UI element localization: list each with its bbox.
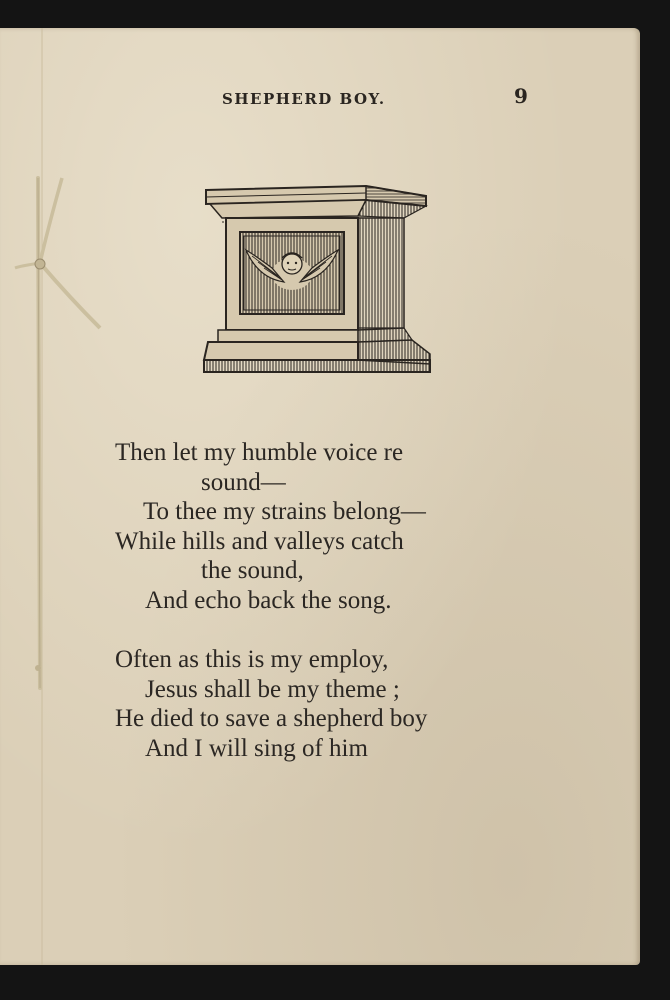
- verse-line: Then let my humble voice re: [115, 439, 404, 466]
- verse-line: sound—: [201, 468, 286, 496]
- pedestal-with-cherub-icon: [200, 178, 435, 384]
- stanza-1: [115, 438, 555, 615]
- book-page: [0, 28, 640, 965]
- verse-line: Jesus shall be my theme ;: [145, 675, 400, 703]
- verse-line: And I will sing of him: [145, 734, 368, 762]
- verse-line: While hills and valleys catch: [115, 527, 404, 555]
- page-number: 9: [514, 84, 528, 108]
- running-title: SHEPHERD BOY.: [222, 90, 386, 108]
- verse-line: the sound,: [201, 557, 304, 584]
- verse-line: Often as this is my employ,: [115, 646, 389, 673]
- verse-line: To thee my strains belong—: [143, 498, 426, 525]
- stanza-2: [115, 645, 555, 763]
- verse-line: And echo back the song.: [145, 586, 392, 614]
- verse-line: He died to save a shepherd boy: [115, 705, 428, 732]
- binding-thread-icon: [0, 28, 120, 965]
